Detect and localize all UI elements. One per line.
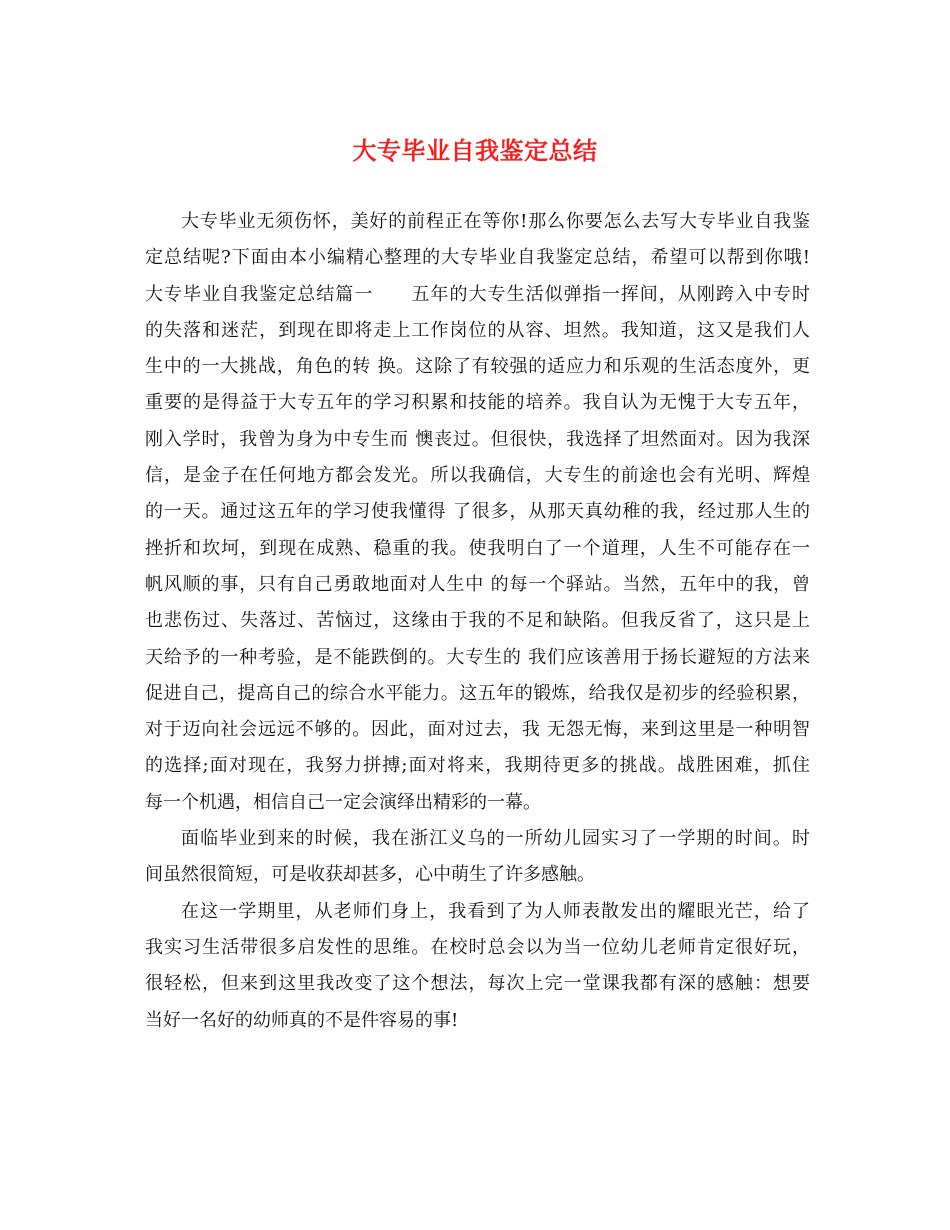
body-line: 重要的是得益于大专五年的学习积累和技能的培养。我自认为无愧于大专五年，	[145, 392, 810, 414]
body-line: 当好一名好的幼师真的不是件容易的事!	[145, 1009, 459, 1031]
body-line: 在这一学期里，从老师们身上，我看到了为人师表散发出的耀眼光芒，给了	[181, 900, 810, 922]
body-line: 生中的一大挑战，角色的转 换。这除了有较强的适应力和乐观的生活态度外，更	[145, 356, 810, 378]
body-line: 大专毕业自我鉴定总结篇一 五年的大专生活似弹指一挥间，从刚跨入中专时	[145, 283, 810, 305]
body-line: 每一个机遇，相信自己一定会演绎出精彩的一幕。	[145, 791, 541, 813]
body-line: 定总结呢?下面由本小编精心整理的大专毕业自我鉴定总结，希望可以帮到你哦!	[145, 247, 810, 269]
body-line: 挫折和坎坷，到现在成熟、稳重的我。使我明白了一个道理，人生不可能存在一	[145, 537, 810, 559]
body-line: 的失落和迷茫，到现在即将走上工作岗位的从容、坦然。我知道，这又是我们人	[145, 319, 810, 341]
body-line: 间虽然很简短，可是收获却甚多，心中萌生了许多感触。	[145, 864, 595, 886]
body-line: 的一天。通过这五年的学习使我懂得 了很多，从那天真幼稚的我，经过那人生的	[145, 501, 810, 523]
document-title: 大专毕业自我鉴定总结	[352, 137, 598, 165]
body-line: 大专毕业无须伤怀，美好的前程正在等你!那么你要怎么去写大专毕业自我鉴	[181, 211, 810, 232]
body-line: 刚入学时，我曾为身为中专生而 懊丧过。但很快，我选择了坦然面对。因为我深	[145, 428, 810, 450]
body-line: 促进自己，提高自己的综合水平能力。这五年的锻炼，给我仅是初步的经验积累，	[145, 682, 810, 704]
body-line: 的选择;面对现在，我努力拼搏;面对将来，我期待更多的挑战。战胜困难，抓住	[145, 755, 810, 777]
body-line: 天给予的一种考验，是不能跌倒的。大专生的 我们应该善用于扬长避短的方法来	[145, 646, 810, 668]
body-line: 帆风顺的事，只有自己勇敢地面对人生中 的每一个驿站。当然，五年中的我，曾	[145, 573, 810, 595]
body-line: 面临毕业到来的时候，我在浙江义乌的一所幼儿园实习了一学期的时间。时	[181, 828, 810, 850]
body-line: 很轻松，但来到这里我改变了这个想法，每次上完一堂课我都有深的感触：想要	[145, 973, 810, 995]
body-line: 也悲伤过、失落过、苦恼过，这缘由于我的不足和缺陷。但我反省了，这只是上	[145, 610, 810, 632]
body-line: 信，是金子在任何地方都会发光。所以我确信，大专生的前途也会有光明、辉煌	[145, 465, 810, 487]
body-line: 对于迈向社会远远不够的。因此，面对过去，我 无怨无悔，来到这里是一种明智	[145, 719, 810, 741]
document-body	[145, 204, 810, 1039]
body-line: 我实习生活带很多启发性的思维。在校时总会以为当一位幼儿老师肯定很好玩，	[145, 936, 810, 958]
